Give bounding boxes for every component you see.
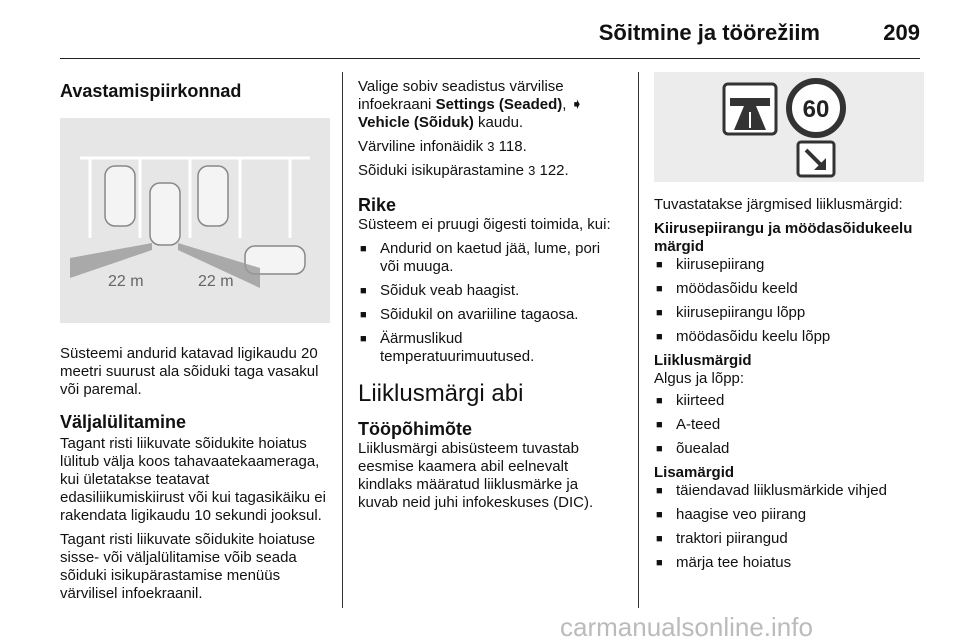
column-1 (60, 72, 330, 609)
watermark: carmanualsonline.info (560, 612, 813, 642)
menu-settings: Settings (Seaded) (435, 96, 563, 113)
supplementary-arrow-sign-icon (798, 142, 834, 176)
column-3 (654, 72, 924, 578)
list-item: ■ haagise veo piirang (654, 506, 924, 524)
speed-value: 60 (802, 96, 830, 123)
speed-limit-sign-icon (789, 81, 843, 135)
list-item: ■ Sõiduk veab haagist. (358, 282, 620, 300)
group-title-supplementary: Lisamärgid (654, 464, 735, 481)
list-item: ■ traktori piirangud (654, 530, 924, 548)
heading-detection-zones: Avastamispiirkonnad (60, 81, 242, 101)
label-left-distance: 22 m (108, 273, 144, 290)
list-item: ■ Andurid on kaetud jää, lume, pori või muuga. (358, 240, 620, 276)
group-subtitle-start-end: Algus ja lõpp: (654, 370, 745, 387)
paragraph-principle: Liiklusmärgi abisüsteem tuvastab eesmise kaamera abil eelnevalt kindlaks määratud liiklusmärke ja kuvab neid juhi infokeskuses (DIC). (358, 440, 594, 511)
list-item: ■ märja tee hoiatus (654, 554, 924, 572)
page-number: 209 (883, 20, 920, 45)
page-ref-icon: 3 (528, 163, 536, 178)
list-item: ■ möödasõidu keelu lõpp (654, 328, 924, 346)
column-divider-2 (638, 72, 639, 608)
list-item: ■ õuealad (654, 440, 924, 458)
paragraph-toggle-setting: Tagant risti liikuvate sõidukite hoiatuse sisse- või väljalülitamise võib seada sõiduki isikupärastamise menüüs värvilisel infoekraanil. (60, 531, 316, 602)
column-divider-1 (342, 72, 343, 608)
paragraph-settings-path: Valige sobiv seadistus värvilise infoekraani Settings (Seaded), ➧ Vehicle (Sõiduk) kaudu. (358, 78, 584, 131)
page-ref-icon: 3 (487, 139, 495, 154)
traffic-signs-figure (654, 72, 924, 182)
paragraph-detected-signs: Tuvastatakse järgmised liiklusmärgid: (654, 196, 903, 213)
paragraph-sensor-range: Süsteemi andurid katavad ligikaudu 20 meetri suurust ala sõiduki taga vasakul või paremal. (60, 345, 319, 398)
traffic-signs-illustration (654, 72, 924, 182)
list-item: ■ kiirusepiirang (654, 256, 924, 274)
menu-vehicle: Vehicle (Sõiduk) (358, 114, 474, 131)
paragraph-fault-intro: Süsteem ei pruugi õigesti toimida, kui: (358, 216, 611, 233)
traffic-signs-list (654, 392, 924, 458)
speed-signs-list (654, 256, 924, 346)
detection-zone-figure (60, 118, 330, 323)
paragraph-deactivation: Tagant risti liikuvate sõidukite hoiatus lülitub välja koos tahavaatekaameraga, kui ületatakse teatavat edasiliikumiskiirust või kui tagasikäiku ei rakendata ligikaudu 10 sekundi jooksul. (60, 435, 326, 524)
section-title-traffic-sign-assist: Liiklusmärgi abi (358, 380, 524, 407)
list-item: ■ täiendavad liiklusmärkide vihjed (654, 482, 924, 500)
group-title-speed-signs: Kiirusepiirangu ja möödasõidukeelu märgid (654, 220, 913, 255)
list-item: ■ kiirusepiirangu lõpp (654, 304, 924, 322)
list-item: ■ Sõidukil on avariiline tagaosa. (358, 306, 620, 324)
reference-personalization: Sõiduki isikupärastamine 3 122. (358, 162, 569, 179)
page-title: Sõitmine ja töörežiim (598, 20, 820, 45)
fault-list (358, 240, 620, 366)
group-title-traffic-signs: Liiklusmärgid (654, 352, 752, 369)
supplementary-list (654, 482, 924, 572)
column-2 (358, 78, 620, 518)
list-item: ■ Äärmuslikud temperatuurimuutused. (358, 330, 620, 366)
heading-principle: Tööpõhimõte (358, 419, 472, 439)
heading-deactivation: Väljalülitamine (60, 412, 187, 432)
motorway-sign-icon (724, 84, 776, 134)
arrow-icon: ➧ (570, 96, 584, 113)
label-right-distance: 22 m (198, 273, 234, 290)
heading-fault: Rike (358, 195, 397, 215)
parking-illustration (60, 118, 330, 323)
list-item: ■ möödasõidu keeld (654, 280, 924, 298)
list-item: ■ A-teed (654, 416, 924, 434)
list-item: ■ kiirteed (654, 392, 924, 410)
page-header (60, 14, 920, 59)
reference-info-display: Värviline infonäidik 3 118. (358, 138, 527, 155)
